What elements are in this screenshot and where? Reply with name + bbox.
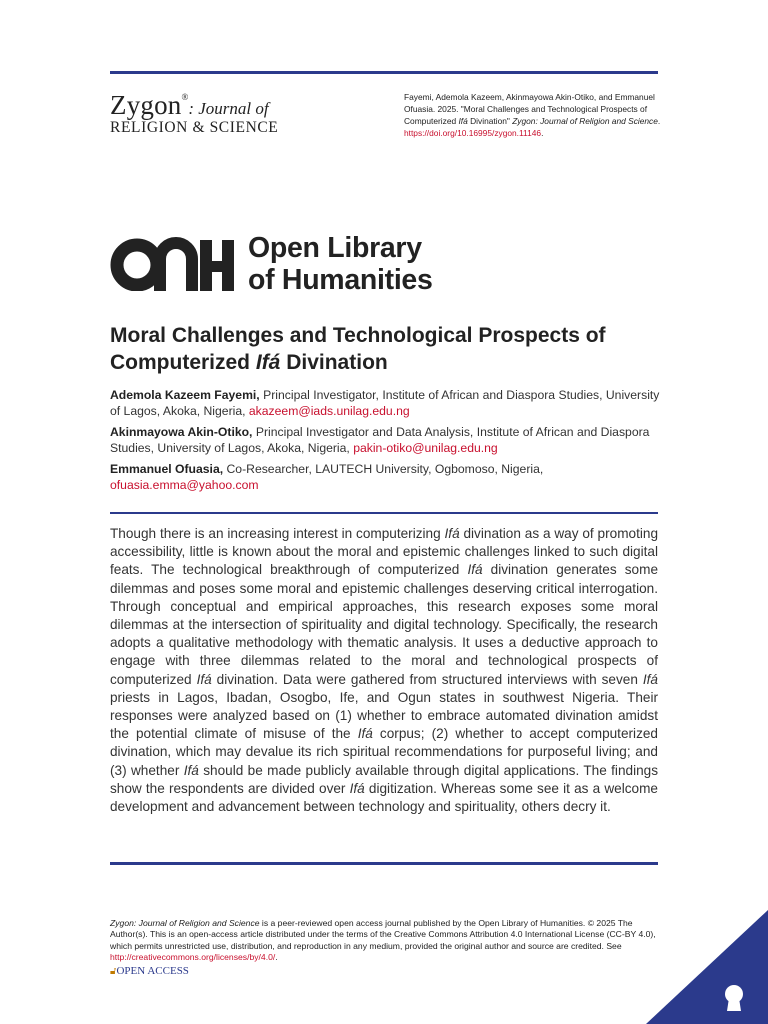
doi-link[interactable]: https://doi.org/10.16995/zygon.11146 bbox=[404, 128, 542, 138]
olh-logo bbox=[110, 232, 433, 296]
author-2 bbox=[110, 425, 660, 456]
author-email[interactable]: akazeem@iads.unilag.edu.ng bbox=[248, 403, 410, 418]
article-title: Moral Challenges and Technological Prospects of Computerized Ifá Divination bbox=[110, 324, 606, 374]
top-rule bbox=[110, 71, 658, 74]
author-email[interactable]: ofuasia.emma@yahoo.com bbox=[110, 477, 259, 492]
abstract-text: priests in Lagos, Ibadan, Osogbo, Ife, and Ogun states in southwest Nigeria. Their responses were analyzed based on (1) whether to embrace automated divination amidst the potential climate of misuse of the bbox=[110, 689, 658, 742]
open-lock-icon: 🔓︎ bbox=[110, 966, 117, 977]
author-list bbox=[110, 388, 660, 499]
corner-keyhole-icon bbox=[646, 910, 768, 1024]
abstract-text: corpus; (2) whether to accept computerized divination, which may devalue its rich spiritual recommendations for purposeful living; and (3) whether bbox=[110, 726, 658, 778]
abstract-text: should be made publicly available through digital applications. The findings show the respondents are divided over bbox=[110, 762, 659, 796]
publisher-line-2: of Humanities bbox=[248, 264, 433, 296]
abstract-ifa: Ifá bbox=[196, 671, 212, 687]
author-email[interactable]: pakin-otiko@unilag.edu.ng bbox=[353, 440, 498, 455]
publisher-line-1: Open Library bbox=[248, 232, 422, 264]
open-access-badge bbox=[110, 965, 189, 977]
author-name: Ademola Kazeem Fayemi, bbox=[110, 388, 260, 402]
license-link[interactable]: http://creativecommons.org/licenses/by/4.0/ bbox=[110, 952, 276, 963]
abstract-ifa: Ifá bbox=[357, 726, 373, 742]
journal-of-text: : Journal of bbox=[188, 99, 269, 118]
abstract-text: Though there is an increasing interest in computerizing bbox=[110, 526, 445, 541]
citation-text: Fayemi, Ademola Kazeem, Akinmayowa Akin-Otiko, and Emmanuel Ofuasia. 2025. "Moral Challenges and Technological Prospects of Computerized bbox=[404, 92, 655, 126]
abstract-top-rule bbox=[110, 512, 658, 514]
abstract-text: divination as a way of promoting accessibility, little is known about the moral and epistemic challenges linked to such digital feats. The technological breakthrough of computerized bbox=[110, 526, 659, 578]
abstract-ifa: Ifá bbox=[467, 562, 483, 578]
registered-mark: ® bbox=[181, 92, 189, 102]
journal-logo bbox=[110, 90, 320, 137]
abstract-ifa: Ifá bbox=[642, 671, 658, 687]
author-1 bbox=[110, 388, 660, 419]
citation-journal: Zygon: Journal of Religion and Science bbox=[512, 116, 658, 126]
author-3 bbox=[110, 462, 660, 493]
open-access-label: OPEN ACCESS bbox=[116, 965, 189, 977]
olh-mark-icon bbox=[110, 237, 238, 291]
citation-text-end: Divination" bbox=[470, 116, 510, 126]
citation: Fayemi, Ademola Kazeem, Akinmayowa Akin-Otiko, and Emmanuel Ofuasia. 2025. "Moral Challenges and Technological Prospects of Computerized Ifá Divination" Zygon: Journal of Religion and Science. https://doi.org/10.16995/zygon.11146. bbox=[404, 92, 661, 138]
abstract-text: divination. Data were gathered from structured interviews with seven bbox=[211, 671, 643, 687]
license-footer: Zygon: Journal of Religion and Science is a peer-reviewed open access journal published by the Open Library of Humanities. © 2025 The Author(s). This is an open-access article distributed under the terms of the Creative Commons Attribution 4.0 International License (CC-BY 4.0), which permits unrestricted use, distribution, and reproduction in any medium, provided the original author and source are credited. See http://creativecommons.org/licenses/by/4.0/. bbox=[110, 918, 656, 963]
abstract-ifa: Ifá bbox=[349, 780, 365, 796]
abstract-ifa: Ifá bbox=[444, 526, 460, 541]
author-name: Akinmayowa Akin-Otiko, bbox=[110, 425, 253, 439]
abstract-bottom-rule bbox=[110, 862, 658, 865]
publisher-name bbox=[248, 232, 433, 296]
footer-journal: Zygon: Journal of Religion and Science bbox=[110, 918, 260, 928]
author-affiliation: Co-Researcher, LAUTECH University, Ogbomoso, Nigeria, bbox=[226, 462, 544, 476]
journal-subtitle: RELIGION & SCIENCE bbox=[110, 119, 279, 136]
author-affiliation: Principal Investigator and Data Analysis, Institute of African and Diaspora Studies, University of Lagos, Akoka, Nigeria, bbox=[110, 425, 650, 455]
abstract bbox=[110, 525, 658, 816]
abstract-ifa: Ifá bbox=[183, 762, 199, 778]
journal-name: Zygon bbox=[110, 90, 182, 120]
citation-ifa: Ifá bbox=[458, 116, 468, 126]
abstract-text: digitization. Whereas some see it as a welcome development and advancement between technology and spirituality, others decry it. bbox=[110, 780, 658, 815]
abstract-text: divination generates some dilemmas and poses some moral and epistemic challenges deserving critical interrogation. Through conceptual and empirical approaches, this research exposes some moral dilemmas at the intersection of spirituality and digital technology. Specifically, the research adopts a qualitative methodology with thematic analysis. It uses a deductive approach to engage with three dilemmas related to the moral and technological prospects of computerized bbox=[110, 562, 658, 687]
footer-text: is a peer-reviewed open access journal published by the Open Library of Humanities. © 2025 The Author(s). This is an open-access article distributed under the terms of the Creative Commons Attribution 4.0 International License (CC-BY 4.0), which permits unrestricted use, distribution, and reproduction in any medium, provided the original author and source are credited. See bbox=[110, 918, 656, 951]
author-affiliation: Principal Investigator, Institute of African and Diaspora Studies, University of Lagos, Akoka, Nigeria, bbox=[110, 388, 660, 418]
title-ifa: Ifá bbox=[255, 351, 281, 374]
author-name: Emmanuel Ofuasia, bbox=[110, 462, 224, 476]
